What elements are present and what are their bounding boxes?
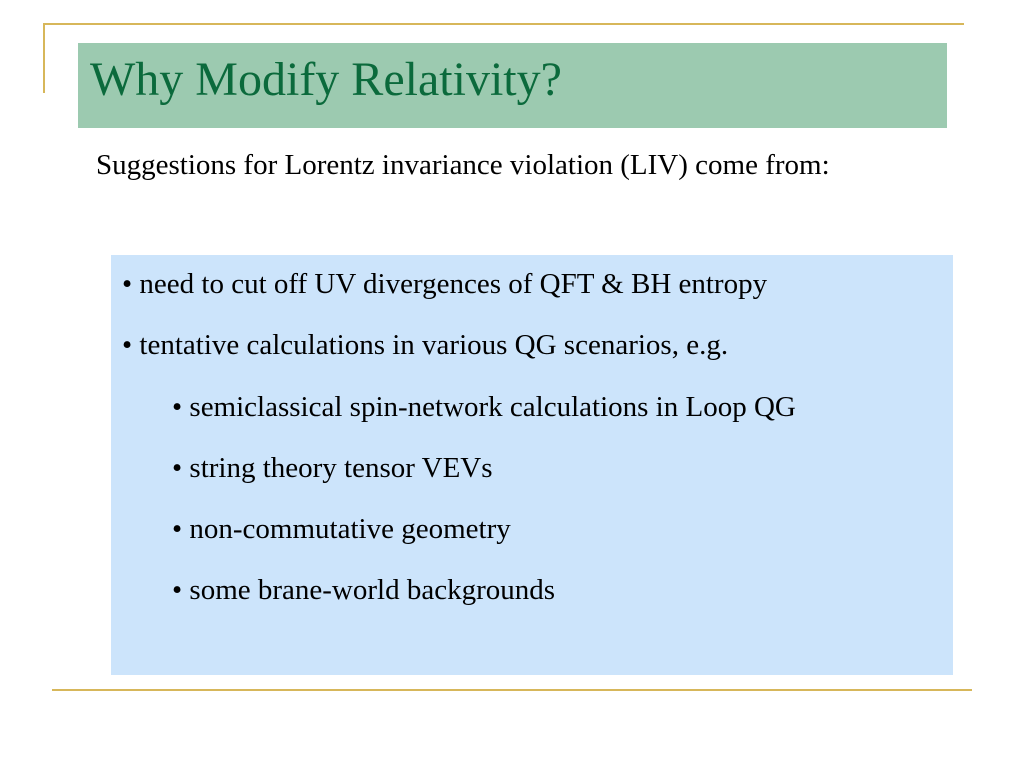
subbullet-loop-qg: • semiclassical spin-network calculations in Loop QG <box>172 391 796 423</box>
bullet-uv-divergences: • need to cut off UV divergences of QFT & BH entropy <box>122 268 768 300</box>
frame-left-line <box>43 23 45 93</box>
intro-text: Suggestions for Lorentz invariance violation (LIV) come from: <box>96 149 830 181</box>
subbullet-string-theory: • string theory tensor VEVs <box>172 452 493 484</box>
subbullet-brane-world: • some brane-world backgrounds <box>172 574 556 606</box>
subbullet-noncommutative: • non-commutative geometry <box>172 513 511 545</box>
bullet-qg-calculations: • tentative calculations in various QG scenarios, e.g. <box>122 329 729 361</box>
frame-top-line <box>44 23 964 25</box>
slide-title: Why Modify Relativity? <box>90 53 562 106</box>
frame-bottom-line <box>52 689 972 691</box>
bullet-box <box>111 255 953 675</box>
title-banner <box>78 43 947 128</box>
